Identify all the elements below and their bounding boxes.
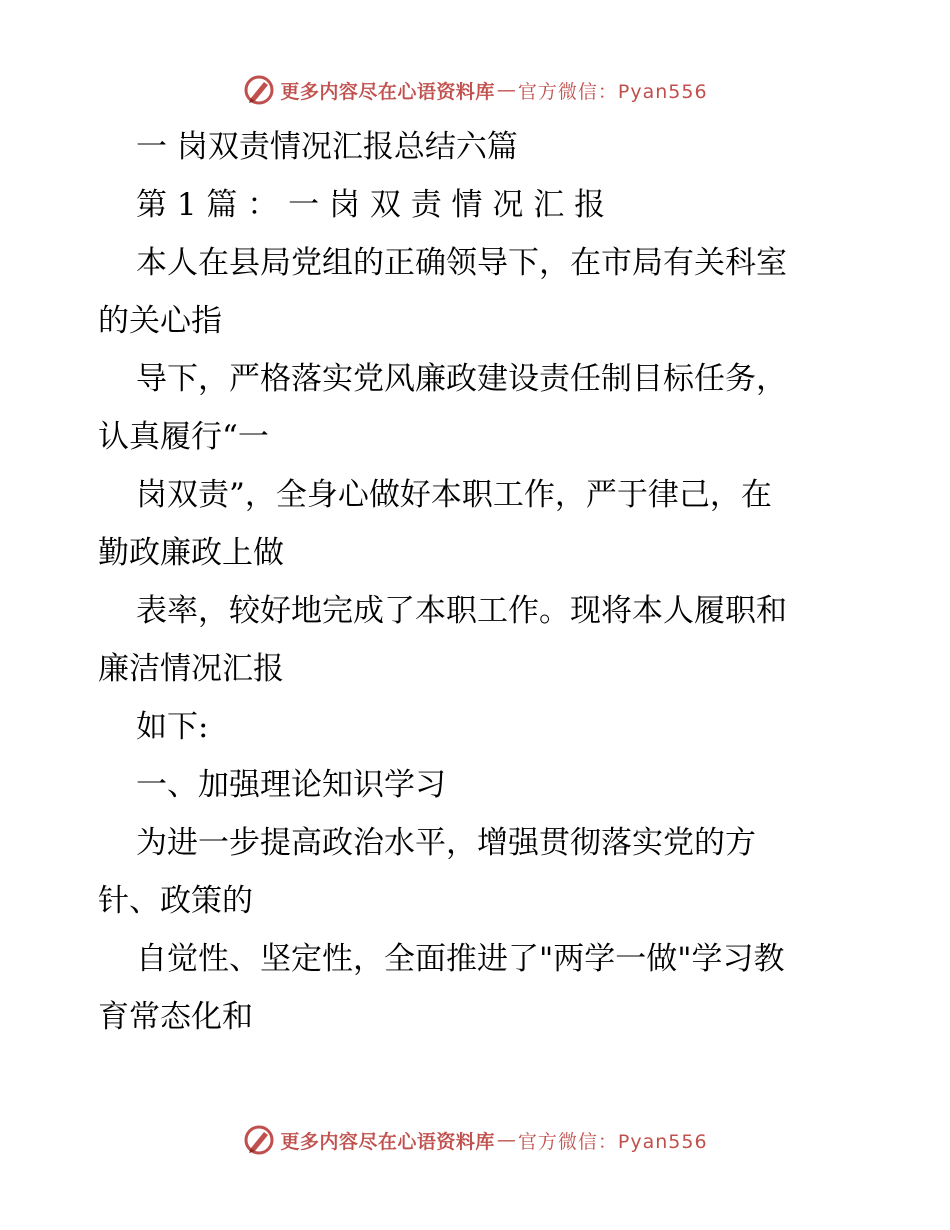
document-line: 一、加强理论知识学习 [136, 767, 446, 803]
document-line: 的关心指 [98, 303, 222, 339]
watermark-wechat-text: 官方微信：Pyan556 [517, 1130, 708, 1153]
document-line: 岗双责”，全身心做好本职工作，严于律己，在 [136, 477, 772, 513]
document-line: 如下: [136, 709, 209, 745]
watermark-separator: — [496, 1129, 516, 1151]
watermark-separator: — [496, 79, 516, 101]
document-line: 导下，严格落实党风廉政建设责任制目标任务， [136, 361, 787, 397]
watermark-wechat-text: 官方微信：Pyan556 [517, 80, 708, 103]
document-line: 认真履行“一 [98, 419, 269, 455]
header-watermark [0, 70, 950, 110]
watermark-main-text: 更多内容尽在心语资料库 [280, 1130, 495, 1153]
pen-circle-logo-icon [242, 73, 276, 107]
document-body [98, 118, 858, 1046]
footer-watermark [0, 1120, 950, 1160]
document-line: 第 1 篇 ： 一 岗 双 责 情 况 汇 报 [136, 187, 606, 223]
document-line: 廉洁情况汇报 [98, 651, 284, 687]
document-line: 育常态化和 [98, 999, 253, 1035]
document-line: 勤政廉政上做 [98, 535, 284, 571]
document-line: 一 岗双责情况汇报总结六篇 [136, 129, 518, 165]
pen-circle-logo-icon [242, 1123, 276, 1157]
watermark-main-text: 更多内容尽在心语资料库 [280, 80, 495, 103]
document-line: 针、政策的 [98, 883, 253, 919]
document-line: 自觉性、坚定性，全面推进了"两学一做"学习教 [136, 941, 785, 977]
document-line: 本人在县局党组的正确领导下，在市局有关科室 [136, 245, 787, 281]
document-line: 为进一步提高政治水平，增强贯彻落实党的方 [136, 825, 756, 861]
document-line: 表率，较好地完成了本职工作。现将本人履职和 [136, 593, 787, 629]
